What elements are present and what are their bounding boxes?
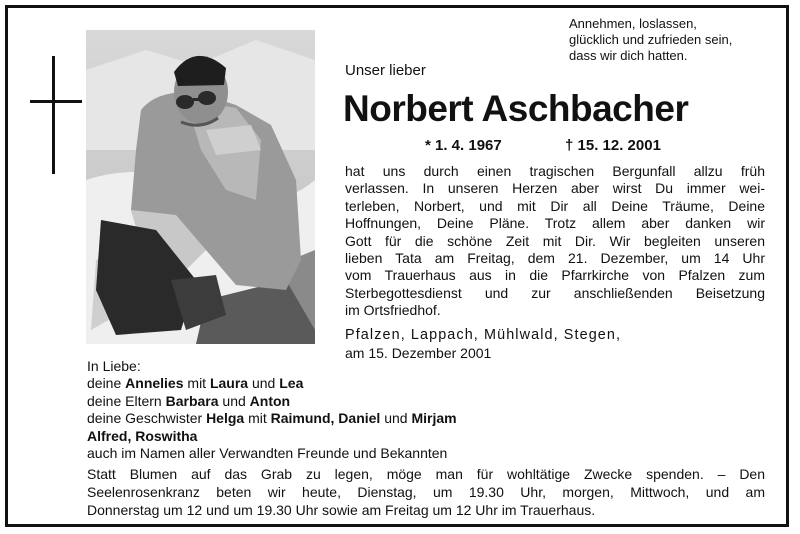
obituary-line: Hoffnungen, Deine Pläne. Trotz allem aber danken wir (345, 215, 765, 232)
closing-line: Donnerstag um 12 und um 19.30 Uhr sowie am Freitag um 12 Uhr im Trauerhaus. (87, 502, 596, 518)
places-line: Pfalzen, Lappach, Mühlwald, Stegen, (345, 327, 622, 343)
obituary-line: Sterbegottesdienst und zur anschließenden Beisetzung (345, 284, 765, 301)
closing-line: Statt Blumen auf das Grab zu legen, möge man für wohltätige Zwecke spenden. – Den (87, 466, 765, 482)
cross-vertical-bar (52, 56, 55, 174)
obituary-line: hat uns durch einen tragischen Bergunfall allzu früh (345, 163, 765, 179)
mourners-line: deine Geschwister Helga mit Raimund, Daniel und Mirjam (87, 410, 457, 427)
portrait-photo (86, 30, 315, 344)
death-date: † 15. 12. 2001 (565, 137, 661, 154)
motto-line: glücklich und zufrieden sein, (569, 32, 733, 47)
motto-line: Annehmen, loslassen, (569, 16, 697, 31)
obituary-line: lieben Tata am Freitag, dem 21. Dezember, um 14 Uhr (345, 250, 765, 267)
deceased-name: Norbert Aschbacher (343, 88, 689, 129)
mourners-line: Alfred, Roswitha (87, 427, 198, 444)
motto-line: dass wir dich hatten. (569, 48, 688, 63)
intro-text: Unser lieber (345, 62, 426, 79)
life-dates (425, 137, 661, 154)
obituary-line: verlassen. In unseren Herzen aber wirst Du immer wei- (345, 180, 765, 197)
closing-line: Seelenrosenkranz beten wir heute, Dienstag, um 19.30 Uhr, morgen, Mittwoch, und am (87, 484, 765, 500)
obituary-line: vom Trauerhaus aus in die Pfarrkirche von Pfalzen zum (345, 267, 765, 284)
obituary-text (345, 163, 765, 320)
motto-quote (569, 16, 774, 64)
mourners-heading: In Liebe: (87, 358, 141, 374)
obituary-line: terleben, Norbert, und mit Dir all Deine Träume, Deine (345, 197, 765, 214)
portrait-photo-illustration (86, 30, 315, 344)
mourners-line: deine Annelies mit Laura und Lea (87, 375, 304, 392)
mourners-line: deine Eltern Barbara und Anton (87, 392, 291, 409)
obituary-line: im Ortsfriedhof. (345, 302, 441, 319)
mourners-list (87, 358, 457, 462)
obituary-line: Gott für die schöne Zeit mit Dir. Wir begleiten unseren (345, 232, 765, 249)
birth-date: * 1. 4. 1967 (425, 137, 502, 154)
mourners-line: auch im Namen aller Verwandten Freunde und Bekannten (87, 445, 448, 462)
cross-horizontal-bar (30, 100, 82, 103)
closing-notice (87, 465, 765, 519)
notice-date: am 15. Dezember 2001 (345, 345, 492, 361)
